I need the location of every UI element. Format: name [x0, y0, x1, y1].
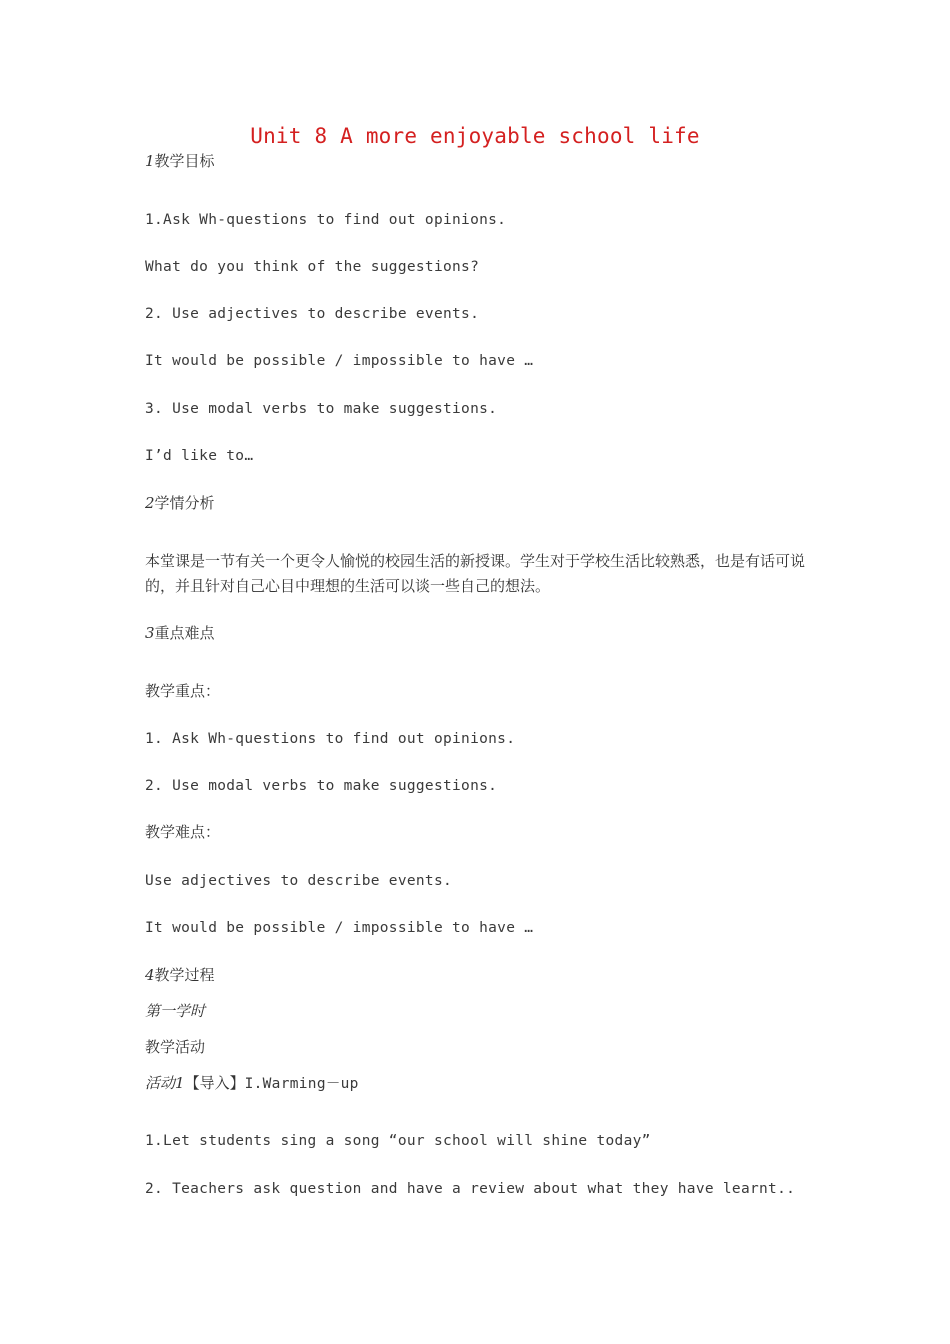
- objective-line: What do you think of the suggestions?: [145, 259, 480, 275]
- section-label: 学情分析: [154, 494, 215, 512]
- section-heading-objectives: [145, 151, 215, 171]
- section-heading-key-points: [145, 623, 215, 643]
- section-number: 1: [145, 152, 155, 170]
- activity-step: 1.Let students sing a song “our school will shine today”: [145, 1133, 651, 1149]
- key-points-label: 教学重点：: [145, 682, 221, 700]
- section-number: 2: [145, 494, 155, 512]
- section-number: 4: [145, 966, 155, 984]
- activity-step: 2. Teachers ask question and have a review about what they have learnt..: [145, 1181, 796, 1197]
- difficult-point-line: Use adjectives to describe events.: [145, 873, 453, 889]
- activity-heading: [145, 1073, 359, 1094]
- objective-line: 2. Use adjectives to describe events.: [145, 306, 480, 322]
- objective-line: I’d like to…: [145, 448, 254, 464]
- analysis-paragraph: 本堂课是一节有关一个更令人愉悦的校园生活的新授课。学生对于学校生活比较熟悉，也是有话可说的，并且针对自己心目中理想的生活可以谈一些自己的想法。: [145, 552, 806, 595]
- section-heading-process: [145, 965, 215, 985]
- activity-number: 1: [175, 1074, 185, 1092]
- key-point-line: 2. Use modal verbs to make suggestions.: [145, 778, 498, 794]
- activity-tag: 【导入】: [184, 1074, 245, 1092]
- difficult-points-label: 教学难点：: [145, 823, 221, 841]
- activity-title: I.Warming－up: [244, 1076, 359, 1092]
- activity-prefix: 活动: [145, 1074, 176, 1092]
- objective-line: It would be possible / impossible to have …: [145, 353, 534, 369]
- section-label: 教学目标: [154, 152, 215, 170]
- section-label: 教学过程: [154, 966, 215, 984]
- document-title: Unit 8 A more enjoyable school life: [250, 124, 700, 148]
- objective-line: 1.Ask Wh-questions to find out opinions.: [145, 212, 507, 228]
- difficult-point-line: It would be possible / impossible to have …: [145, 920, 534, 936]
- key-point-line: 1. Ask Wh-questions to find out opinions.: [145, 731, 516, 747]
- section-heading-analysis: [145, 493, 215, 513]
- lesson-label: 第一学时: [145, 1002, 206, 1020]
- activities-label: 教学活动: [145, 1038, 206, 1056]
- objective-line: 3. Use modal verbs to make suggestions.: [145, 401, 498, 417]
- section-number: 3: [145, 624, 155, 642]
- section-label: 重点难点: [154, 624, 215, 642]
